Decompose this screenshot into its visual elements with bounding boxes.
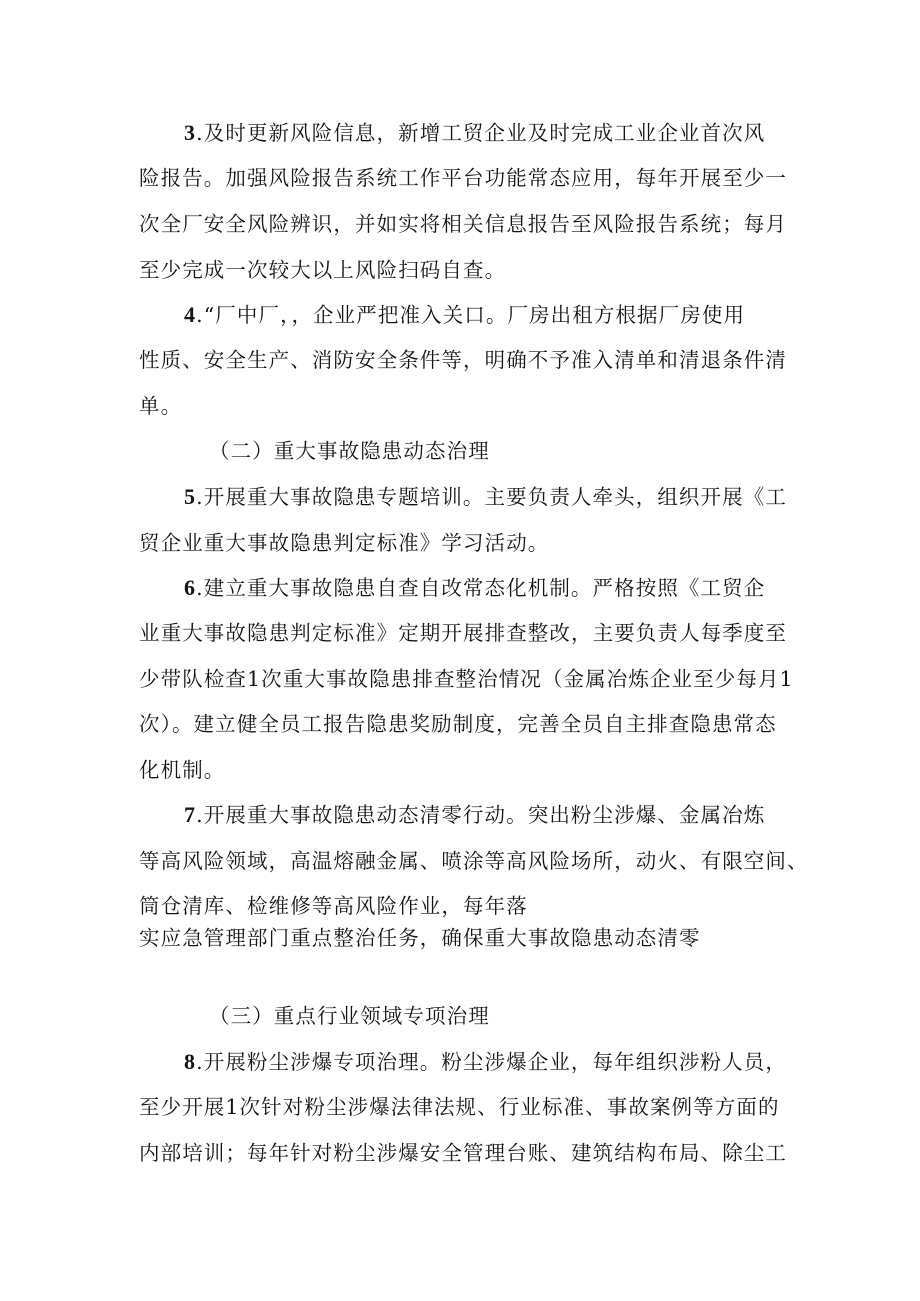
- section-heading-2: （二）重大事故隐患动态治理: [209, 439, 490, 463]
- item-7-line-1: [184, 800, 765, 830]
- item-6-line-5: 化机制。: [139, 758, 226, 782]
- item-8-line-1: [184, 1047, 787, 1077]
- section-heading-3: （三）重点行业领域专项治理: [209, 1004, 490, 1028]
- item-8-number: 8: [184, 1049, 197, 1074]
- item-6-number: 6: [184, 575, 197, 600]
- item-3-text-1: .及时更新风险信息，新增工贸企业及时完成工业企业首次风: [196, 121, 766, 145]
- item-8-line-3: 内部培训；每年针对粉尘涉爆安全管理台账、建筑结构布局、除尘工: [139, 1141, 787, 1165]
- item-5-line-2: 贸企业重大事故隐患判定标准》学习活动。: [139, 531, 550, 555]
- item-6-text-1: .建立重大事故隐患自查自改常态化机制。严格按照《工贸企: [196, 576, 766, 600]
- item-5-text-1: .开展重大事故隐患专题培训。主要负责人牵头，组织开展《工: [196, 485, 787, 509]
- item-7-number: 7: [184, 802, 197, 827]
- item-3-line-3: 次全厂安全风险辨识，并如实将相关信息报告至风险报告系统；每月: [139, 212, 787, 236]
- item-4-line-1: [184, 300, 745, 330]
- item-7-line-4: 实应急管理部门重点整治任务，确保重大事故隐患动态清零: [139, 926, 701, 950]
- item-5-number: 5: [184, 484, 197, 509]
- item-8-text-1: .开展粉尘涉爆专项治理。粉尘涉爆企业，每年组织涉粉人员，: [196, 1050, 787, 1074]
- item-6-line-4: 次）。建立健全员工报告隐患奖励制度，完善全员自主排查隐患常态: [139, 712, 777, 736]
- item-8-line-2: 至少开展1次针对粉尘涉爆法律法规、行业标准、事故案例等方面的: [139, 1095, 780, 1119]
- item-5-line-1: [184, 482, 787, 512]
- item-7-line-3: 筒仓清库、检维修等高风险作业，每年落: [139, 894, 528, 918]
- item-7-line-2: 等高风险领域，高温熔融金属、喷涂等高风险场所，动火、有限空间、: [139, 849, 809, 873]
- item-6-line-3: 少带队检查1次重大事故隐患排查整治情况（金属冶炼企业至少每月1: [139, 667, 794, 691]
- item-3-line-1: [184, 118, 765, 148]
- item-4-text-1: .“厂中厂，，企业严把准入关口。厂房出租方根据厂房使用: [196, 303, 746, 327]
- item-3-line-2: 险报告。加强风险报告系统工作平台功能常态应用，每年开展至少一: [139, 166, 787, 190]
- item-6-line-2: 业重大事故隐患判定标准》定期开展排查整改，主要负责人每季度至: [139, 621, 787, 645]
- item-6-line-1: [184, 573, 765, 603]
- item-7-text-1: .开展重大事故隐患动态清零行动。突出粉尘涉爆、金属冶炼: [196, 803, 766, 827]
- item-4-number: 4: [184, 302, 197, 327]
- item-3-number: 3: [184, 120, 197, 145]
- item-4-line-3: 单。: [139, 394, 183, 418]
- item-4-line-2: 性质、安全生产、消防安全条件等，明确不予准入清单和清退条件清: [139, 348, 787, 372]
- item-3-line-4: 至少完成一次较大以上风险扫码自查。: [139, 258, 507, 282]
